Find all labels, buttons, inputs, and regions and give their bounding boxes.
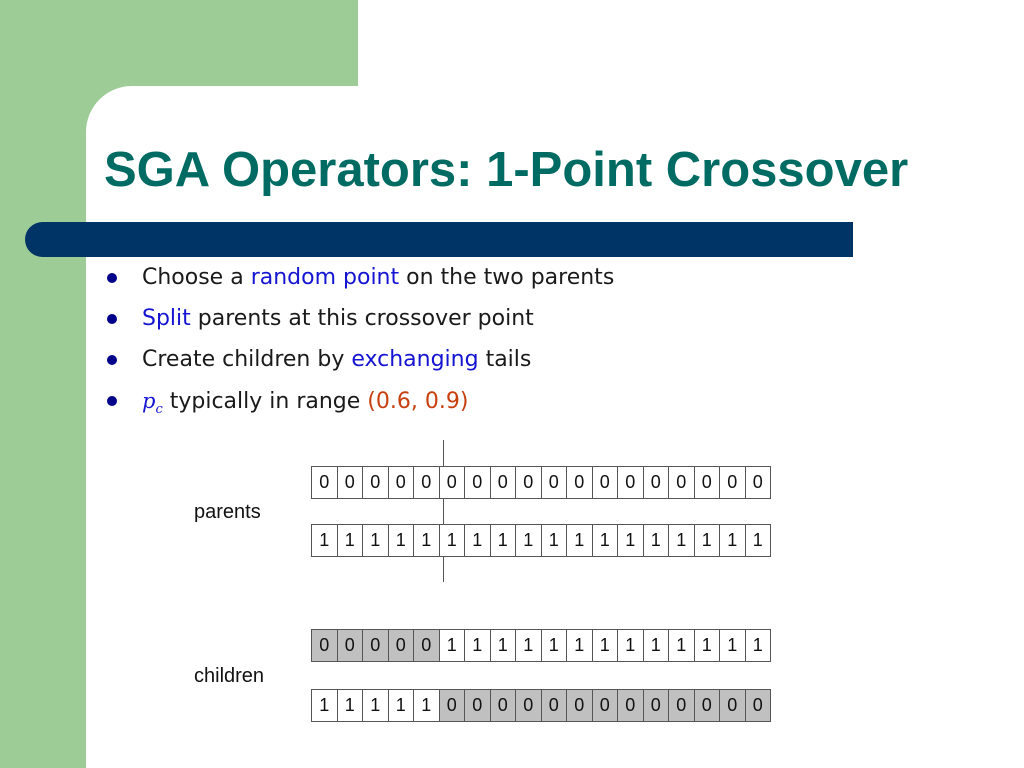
bullet-dot-icon [107, 314, 117, 324]
gene-cell: 0 [644, 689, 670, 722]
gene-cell: 0 [414, 466, 440, 499]
gene-cell: 0 [363, 629, 389, 662]
gene-cell: 0 [618, 689, 644, 722]
bullet-item-1 [106, 260, 614, 301]
gene-cell: 0 [695, 466, 721, 499]
gene-cell: 1 [618, 524, 644, 557]
slide-title: SGA Operators: 1-Point Crossover [104, 143, 909, 197]
gene-cell: 0 [440, 689, 466, 722]
gene-cell: 0 [695, 689, 721, 722]
bullet-highlight: Split [142, 306, 191, 331]
gene-cell: 1 [542, 629, 568, 662]
gene-cell: 0 [389, 466, 415, 499]
gene-cell: 1 [720, 629, 746, 662]
gene-cell: 1 [720, 524, 746, 557]
gene-cell: 1 [440, 524, 466, 557]
bullet-item-2 [106, 301, 614, 342]
gene-cell: 1 [567, 629, 593, 662]
probability-range: (0.6, 0.9) [367, 389, 469, 414]
gene-cell: 1 [516, 524, 542, 557]
bullet-text: Create children by [142, 347, 352, 372]
gene-cell: 0 [746, 466, 772, 499]
bullet-item-3 [106, 342, 614, 383]
gene-cell: 0 [516, 689, 542, 722]
gene-cell: 0 [720, 689, 746, 722]
gene-cell: 0 [363, 466, 389, 499]
gene-cell: 1 [746, 524, 772, 557]
gene-cell: 1 [644, 629, 670, 662]
slide-top-band [358, 0, 1024, 86]
gene-cell: 1 [363, 689, 389, 722]
bullet-list [106, 260, 614, 424]
gene-cell: 1 [542, 524, 568, 557]
gene-cell: 1 [414, 524, 440, 557]
bullet-text: tails [478, 347, 532, 372]
gene-cell: 1 [618, 629, 644, 662]
gene-cell: 0 [491, 689, 517, 722]
gene-cell: 0 [312, 629, 338, 662]
gene-cell: 1 [389, 524, 415, 557]
parent-2-chromosome [311, 524, 771, 557]
children-label: children [194, 665, 265, 687]
bullet-highlight: exchanging [351, 347, 479, 372]
gene-cell: 0 [720, 466, 746, 499]
gene-cell: 1 [338, 524, 364, 557]
bullet-highlight: random point [250, 265, 400, 290]
gene-cell: 0 [338, 629, 364, 662]
gene-cell: 0 [465, 466, 491, 499]
title-underline-bar [25, 222, 853, 257]
gene-cell: 0 [593, 466, 619, 499]
gene-cell: 1 [491, 629, 517, 662]
bullet-item-4 [106, 383, 614, 424]
gene-cell: 1 [644, 524, 670, 557]
gene-cell: 1 [491, 524, 517, 557]
child-1-chromosome [311, 629, 771, 662]
bullet-text: on the two parents [399, 265, 615, 290]
bullet-text: Choose a [142, 265, 251, 290]
gene-cell: 1 [338, 689, 364, 722]
gene-cell: 1 [593, 524, 619, 557]
gene-cell: 0 [491, 466, 517, 499]
bullet-dot-icon [107, 355, 117, 365]
gene-cell: 1 [567, 524, 593, 557]
bullet-dot-icon [107, 396, 117, 406]
gene-cell: 0 [746, 689, 772, 722]
gene-cell: 1 [414, 689, 440, 722]
gene-cell: 1 [695, 629, 721, 662]
gene-cell: 1 [465, 524, 491, 557]
gene-cell: 1 [593, 629, 619, 662]
gene-cell: 1 [312, 689, 338, 722]
gene-cell: 1 [695, 524, 721, 557]
parent-1-chromosome [311, 466, 771, 499]
gene-cell: 0 [414, 629, 440, 662]
bullet-text: typically in range [162, 389, 368, 414]
child-2-chromosome [311, 689, 771, 722]
gene-cell: 0 [567, 689, 593, 722]
gene-cell: 1 [465, 629, 491, 662]
gene-cell: 0 [465, 689, 491, 722]
gene-cell: 0 [593, 689, 619, 722]
gene-cell: 0 [644, 466, 670, 499]
gene-cell: 0 [542, 689, 568, 722]
gene-cell: 1 [312, 524, 338, 557]
gene-cell: 1 [669, 629, 695, 662]
bullet-text: parents at this crossover point [190, 306, 534, 331]
gene-cell: 1 [516, 629, 542, 662]
gene-cell: 0 [338, 466, 364, 499]
gene-cell: 0 [312, 466, 338, 499]
gene-cell: 0 [389, 629, 415, 662]
gene-cell: 0 [618, 466, 644, 499]
bullet-dot-icon [107, 273, 117, 283]
gene-cell: 1 [389, 689, 415, 722]
gene-cell: 0 [516, 466, 542, 499]
parents-label: parents [194, 501, 261, 523]
gene-cell: 0 [669, 466, 695, 499]
gene-cell: 1 [669, 524, 695, 557]
crossover-point-line [443, 440, 444, 582]
crossover-probability-symbol: $p_c$ [142, 389, 163, 418]
gene-cell: 1 [363, 524, 389, 557]
gene-cell: 0 [440, 466, 466, 499]
gene-cell: 0 [542, 466, 568, 499]
gene-cell: 1 [440, 629, 466, 662]
gene-cell: 1 [746, 629, 772, 662]
gene-cell: 0 [567, 466, 593, 499]
gene-cell: 0 [669, 689, 695, 722]
